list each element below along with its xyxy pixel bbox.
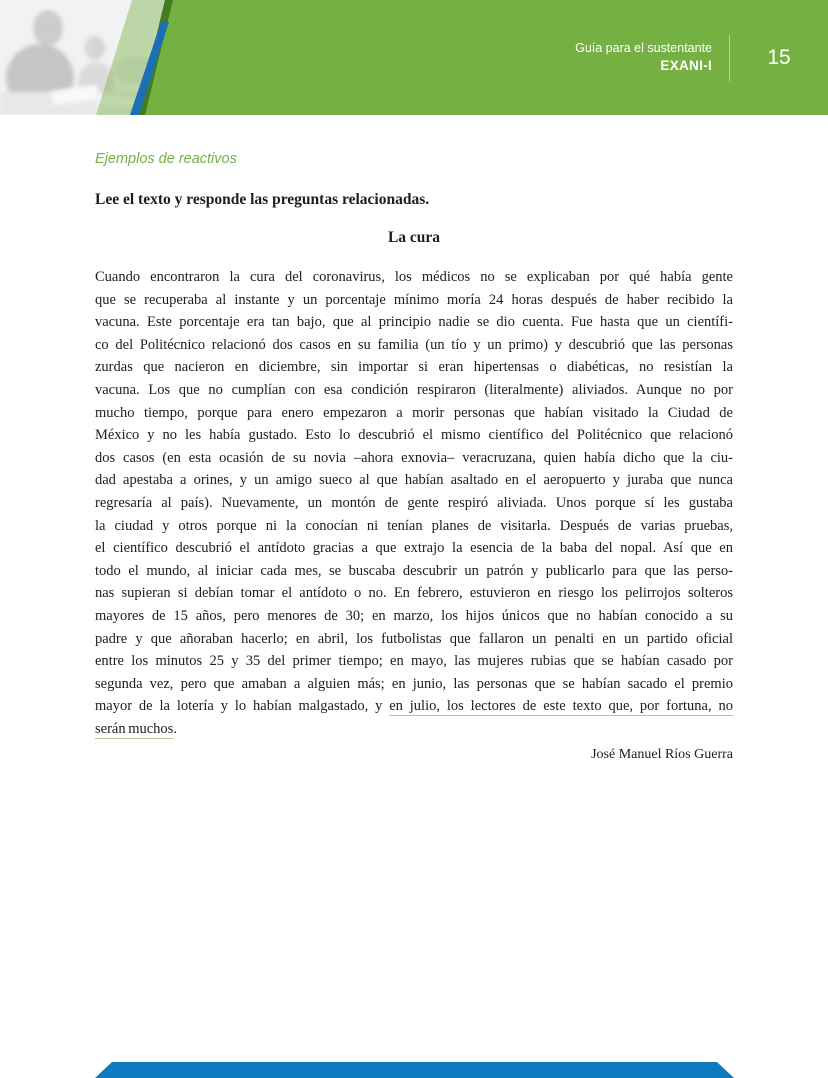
passage-line: mucho tiempo, porque para enero empezaron a morir personas que habían visitado la Ciudad de — [95, 404, 733, 421]
passage-line: co del Politécnico relacionó dos casos en su familia (un tío y un primo) y descubrió que las personas — [95, 336, 733, 353]
passage-line: la ciudad y otros porque ni la conocían ni tenían planes de visitarla. Después de varias pruebas, — [95, 517, 733, 534]
passage-author: José Manuel Ríos Guerra — [591, 747, 733, 763]
passage-line: México y no les había gustado. Esto lo descubrió el mismo científico del Politécnico que relacionó — [95, 427, 733, 444]
passage-line: segunda vez, pero que amaban a alguien más; en junio, las personas que se habían sacado el premio — [95, 675, 733, 692]
underlined-phrase: en julio, los lectores de este texto que, por fortuna, no — [389, 698, 733, 715]
passage-title: La cura — [387, 229, 441, 246]
passage-line: vacuna. Este porcentaje era tan bajo, que al principio nadie se dio cuenta. Fue hasta que un científi- — [95, 314, 733, 331]
header-meta — [575, 0, 828, 115]
instruction-text: Lee el texto y responde las preguntas relacionadas. — [95, 191, 430, 208]
passage-line: que se recuperaba al instante y un porcentaje mínimo moría 24 horas después de haber recibido la — [95, 291, 733, 308]
passage-line: Cuando encontraron la cura del coronavirus, los médicos no se explicaban por qué había gente — [95, 269, 733, 285]
passage-line: regresaría al país). Nuevamente, un montón de gente respiró aliviada. Unos porque sí les gustaba — [95, 494, 733, 511]
header-titles — [575, 40, 729, 75]
passage-body — [95, 266, 733, 740]
passage-line: entre los minutos 25 y 35 del primer tiempo; en mayo, las mujeres rubias que se habían casado por — [95, 653, 733, 670]
guide-title: Guía para el sustentante — [575, 41, 712, 55]
main-content — [95, 115, 733, 763]
passage-line: nas supieran si debían tomar el antídoto o no. En febrero, estuvieron en riesgo los pelirrojos solteros — [95, 585, 733, 602]
passage-line: mayores de 15 años, pero menores de 30; en marzo, los hijos únicos que no habían conocido a su — [95, 607, 733, 624]
footer-bar — [95, 1062, 734, 1078]
passage-line: vacuna. Los que no cumplían con esa condición respiraron (literalmente) aliviados. Aunque no por — [95, 381, 733, 398]
section-heading: Ejemplos de reactivos — [95, 151, 237, 167]
passage-line: todo el mundo, al iniciar cada mes, se buscaba descubrir un patrón y publicarlo para que las perso- — [95, 562, 733, 579]
passage-line: mayor de la lotería y lo habían malgastado, y en julio, los lectores de este texto que, por fortuna, no — [95, 698, 733, 715]
passage-line: dad apestaba a orines, y un amigo sueco al que habían asaltado en el aeropuerto y juraba que nunca — [95, 472, 733, 489]
page-header — [0, 0, 828, 115]
passage-line: padre y que añoraban hacerlo; en abril, los futbolistas que fallaron un penalti en un partido oficial — [95, 630, 733, 647]
exam-name: EXANI-I — [660, 58, 712, 73]
passage-line: dos casos (en esta ocasión de su novia –ahora exnovia– veracruzana, quien había dicho que la ciu- — [95, 449, 733, 466]
passage-line: zurdas que nacieron en diciembre, sin importar si eran hipertensas o diabéticas, no resistían la — [95, 359, 733, 376]
passage-line: el científico descubrió el antídoto gracias a que extrajo la esencia de la baba del nopal. Así que en — [95, 540, 733, 557]
passage-line: serán muchos. — [95, 720, 177, 737]
underlined-phrase: serán muchos — [95, 720, 174, 737]
page-number: 15 — [767, 45, 791, 69]
